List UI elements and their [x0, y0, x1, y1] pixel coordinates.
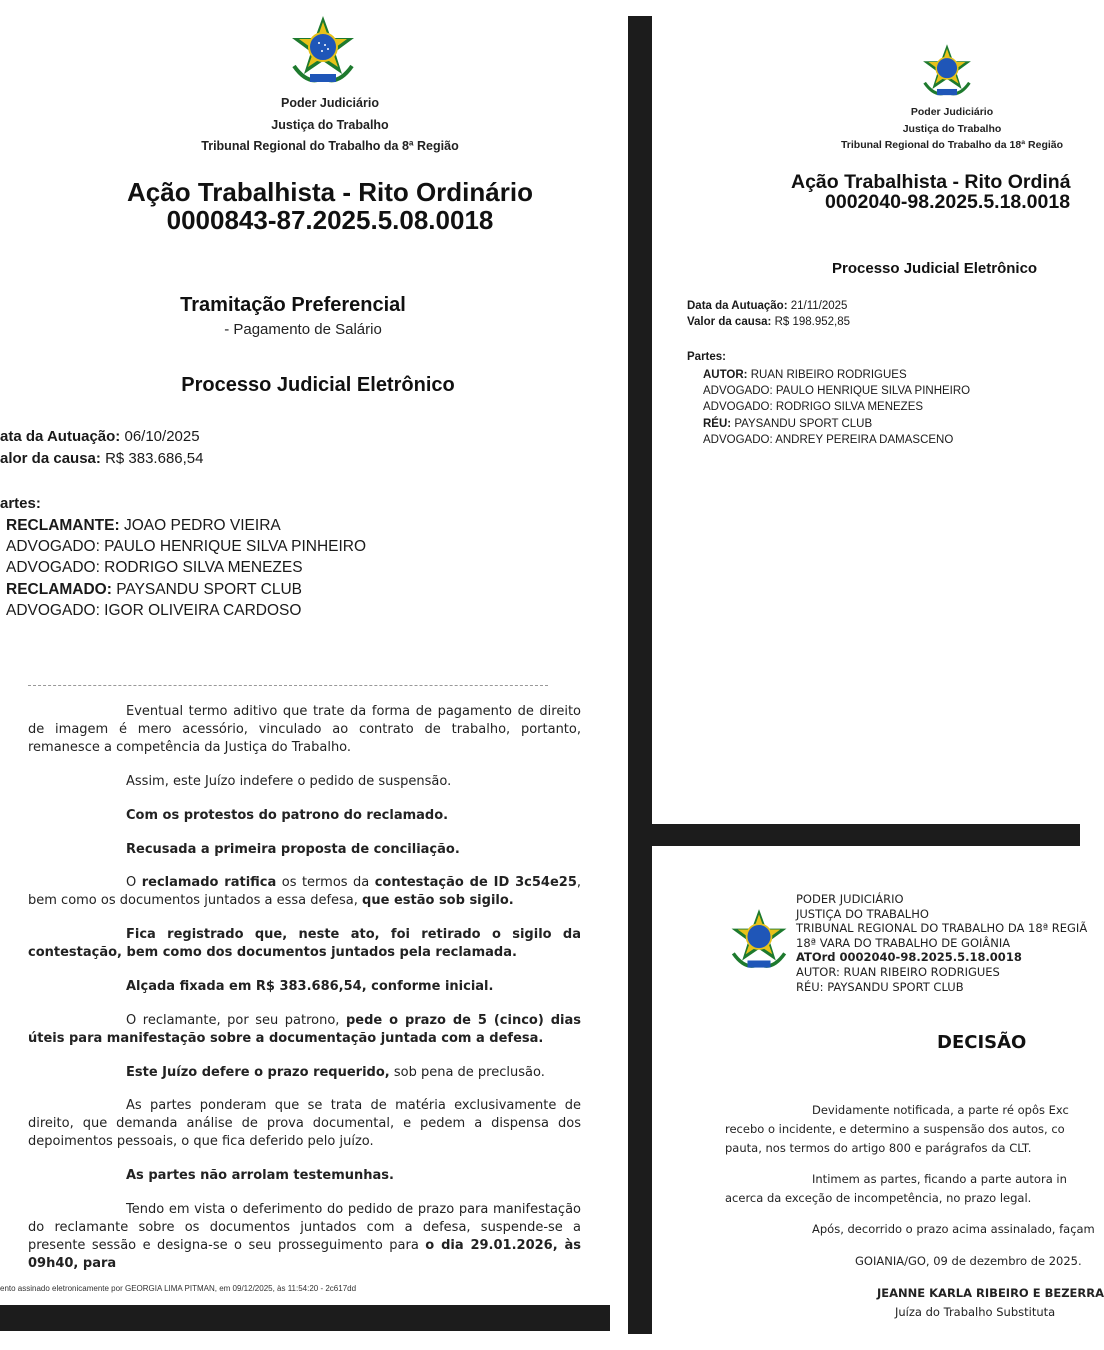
- paragraph-line: Intimem as partes, ficando a parte autora in: [812, 1172, 1067, 1186]
- tramitacao-title: Tramitação Preferencial: [180, 294, 406, 316]
- place-date: GOIANIA/GO, 09 de dezembro de 2025.: [855, 1254, 1082, 1268]
- valor-row: [687, 314, 850, 331]
- paragraph: Alçada fixada em R$ 383.686,54, conforme inicial.: [126, 979, 494, 994]
- autuacao-value: 21/11/2025: [790, 300, 848, 312]
- party-row: [703, 432, 970, 448]
- text-run: O reclamante, por seu patrono,: [126, 1013, 346, 1028]
- autuacao-row: [687, 298, 847, 315]
- party-name: ADVOGADO: IGOR OLIVEIRA CARDOSO: [6, 601, 302, 619]
- text-run: o dia 29.01.2026, às 09h40, para: [28, 1238, 582, 1271]
- paragraph: As partes não arrolam testemunhas.: [126, 1168, 394, 1183]
- paragraph: [28, 1012, 581, 1048]
- party-role: RECLAMANTE:: [6, 517, 120, 534]
- title-line: Ação Trabalhista - Rito Ordiná: [791, 171, 1071, 193]
- paragraph: As partes ponderam que se trata de matéria exclusivamente de direito, que demanda análise de prova documental, e pedem a dispensa dos depoimentos pessoais, o que fica deferido pelo juízo.: [28, 1098, 581, 1149]
- decision-document: [652, 846, 1104, 1334]
- decision-header: [796, 892, 1087, 994]
- header-line: PODER JUDICIÁRIO: [796, 892, 904, 906]
- header-line: Poder Judiciário: [910, 106, 994, 118]
- paragraph: Com os protestos do patrono do reclamado.: [126, 808, 449, 823]
- tramitacao-subtitle: - Pagamento de Salário: [224, 321, 382, 338]
- header-line: 18ª VARA DO TRABALHO DE GOIÂNIA: [796, 935, 1011, 950]
- cut-line: [28, 685, 548, 686]
- party-row: [6, 557, 366, 578]
- partes-list: [703, 367, 970, 448]
- paragraph: [126, 1064, 586, 1082]
- header-line: AUTOR: RUAN RIBEIRO RODRIGUES: [796, 964, 1000, 979]
- party-name: PAYSANDU SPORT CLUB: [734, 417, 873, 430]
- text-run: que estão sob sigilo.: [362, 893, 514, 908]
- paragraph-line: Após, decorrido o prazo acima assinalado, façam: [812, 1222, 1095, 1236]
- header-line: RÉU: PAYSANDU SPORT CLUB: [796, 979, 964, 994]
- header-line: Justiça do Trabalho: [271, 117, 389, 132]
- process-number: ATOrd 0002040-98.2025.5.18.0018: [796, 950, 1022, 965]
- text-run: reclamado ratifica: [141, 875, 277, 890]
- right-title: [791, 172, 1071, 212]
- autuacao-row: [0, 426, 200, 448]
- autuacao-label: Data da Autuação:: [687, 300, 788, 312]
- paragraph: Assim, este Juízo indefere o pedido de suspensão.: [126, 774, 452, 789]
- party-row: [6, 579, 366, 600]
- process-number: 0000843-87.2025.5.08.0018: [166, 205, 494, 235]
- party-row: [703, 416, 970, 432]
- party-name: ADVOGADO: PAULO HENRIQUE SILVA PINHEIRO: [703, 385, 971, 398]
- pje-title: Processo Judicial Eletrônico: [181, 374, 455, 396]
- valor-value: R$ 383.686,54: [105, 450, 204, 467]
- party-role: AUTOR:: [703, 369, 748, 381]
- party-name: PAYSANDU SPORT CLUB: [116, 580, 302, 598]
- header-line: Poder Judiciário: [281, 96, 379, 110]
- party-name: ADVOGADO: PAULO HENRIQUE SILVA PINHEIRO: [6, 538, 367, 556]
- header-line: TRIBUNAL REGIONAL DO TRABALHO DA 18ª REGIÃ: [796, 921, 1088, 936]
- party-row: [703, 399, 970, 415]
- paragraph-line: pauta, nos termos do artigo 800 e parágrafos da CLT.: [725, 1141, 1032, 1155]
- left-title: [80, 178, 580, 234]
- paragraph: [28, 1201, 581, 1273]
- partes-list: [6, 515, 366, 621]
- valor-row: [0, 448, 203, 470]
- autuacao-label: ata da Autuação:: [0, 428, 121, 445]
- party-row: [703, 367, 970, 383]
- valor-value: R$ 198.952,85: [774, 316, 851, 328]
- partes-label: Partes:: [687, 351, 726, 363]
- party-name: JOAO PEDRO VIEIRA: [123, 517, 281, 534]
- judge-name: JEANNE KARLA RIBEIRO E BEZERRA: [877, 1286, 1104, 1300]
- signature-footer: ento assinado eletronicamente por GEORGIA LIMA PITMAN, em 09/12/2025, às 11:54:20 - 2c617dd: [0, 1284, 357, 1293]
- party-row: [6, 600, 366, 621]
- valor-label: Valor da causa:: [687, 316, 772, 328]
- separator-vertical: [628, 16, 652, 1334]
- coat-of-arms-icon: [288, 16, 358, 88]
- partes-label: artes:: [0, 495, 41, 512]
- decision-title: DECISÃO: [937, 1032, 1027, 1053]
- paragraph-line: Devidamente notificada, a parte ré opôs Exc: [812, 1103, 1069, 1117]
- party-row: [6, 515, 366, 536]
- autuacao-value: 06/10/2025: [124, 428, 200, 445]
- coat-of-arms-icon: [728, 908, 790, 974]
- valor-label: alor da causa:: [0, 450, 101, 467]
- party-name: ADVOGADO: RODRIGO SILVA MENEZES: [703, 401, 924, 414]
- text-run: O: [126, 875, 142, 890]
- coat-of-arms-icon: [920, 44, 974, 100]
- party-name: ADVOGADO: RODRIGO SILVA MENEZES: [6, 559, 303, 577]
- header-line: Tribunal Regional do Trabalho da 18ª Região: [840, 139, 1064, 151]
- paragraph: Eventual termo aditivo que trate da forma de pagamento de direito de imagem é mero acessório, vinculado ao contrato de trabalho, portanto, remanesce a competência da Justiça do Trabalho.: [28, 704, 581, 755]
- paragraph: Fica registrado que, neste ato, foi retirado o sigilo da contestação, bem como dos documentos juntados pela reclamada.: [28, 927, 581, 960]
- party-row: [703, 383, 970, 399]
- judge-role: Juíza do Trabalho Substituta: [895, 1305, 1056, 1319]
- header-line: Justiça do Trabalho: [902, 122, 1002, 135]
- party-role: RÉU:: [703, 417, 732, 430]
- text-run: sob pena de preclusão.: [389, 1065, 545, 1080]
- separator-bottom-left: [0, 1305, 610, 1331]
- pje-title: Processo Judicial Eletrônico: [832, 260, 1038, 277]
- party-role: RECLAMADO:: [6, 580, 112, 598]
- paragraph: [28, 874, 581, 910]
- text-run: Tendo em vista o deferimento do pedido de prazo para manifestação do reclamante sobre os documentos juntados com a defesa, suspende-se a presente sessão e designa-se o seu prosseguimento para: [28, 1202, 581, 1253]
- separator-right-horizontal: [650, 824, 1080, 846]
- party-name: RUAN RIBEIRO RODRIGUES: [750, 369, 907, 381]
- right-document: [652, 16, 1080, 824]
- header-line: JUSTIÇA DO TRABALHO: [796, 906, 929, 921]
- text-run: os termos da: [276, 875, 375, 890]
- title-line: Ação Trabalhista - Rito Ordinário: [127, 177, 533, 207]
- party-name: ADVOGADO: ANDREY PEREIRA DAMASCENO: [703, 433, 954, 446]
- party-row: [6, 536, 366, 557]
- text-run: , bem como os documentos juntados a essa defesa,: [28, 875, 582, 908]
- text-run: contestação de ID 3c54e25: [374, 875, 577, 890]
- left-header: [150, 93, 510, 158]
- paragraph-line: acerca da exceção de incompetência, no prazo legal.: [725, 1191, 1032, 1205]
- right-header: [802, 104, 1102, 154]
- paragraph-line: recebo o incidente, e determino a suspensão dos autos, co: [725, 1122, 1065, 1136]
- header-line: Tribunal Regional do Trabalho da 8ª Região: [201, 139, 459, 153]
- text-run: pede o prazo de 5 (cinco) dias úteis para manifestação sobre a documentação juntada com a defesa.: [28, 1013, 581, 1046]
- process-number: 0002040-98.2025.5.18.0018: [825, 191, 1071, 213]
- text-run: Este Juízo defere o prazo requerido,: [126, 1065, 390, 1080]
- paragraph: Recusada a primeira proposta de conciliação.: [126, 842, 460, 857]
